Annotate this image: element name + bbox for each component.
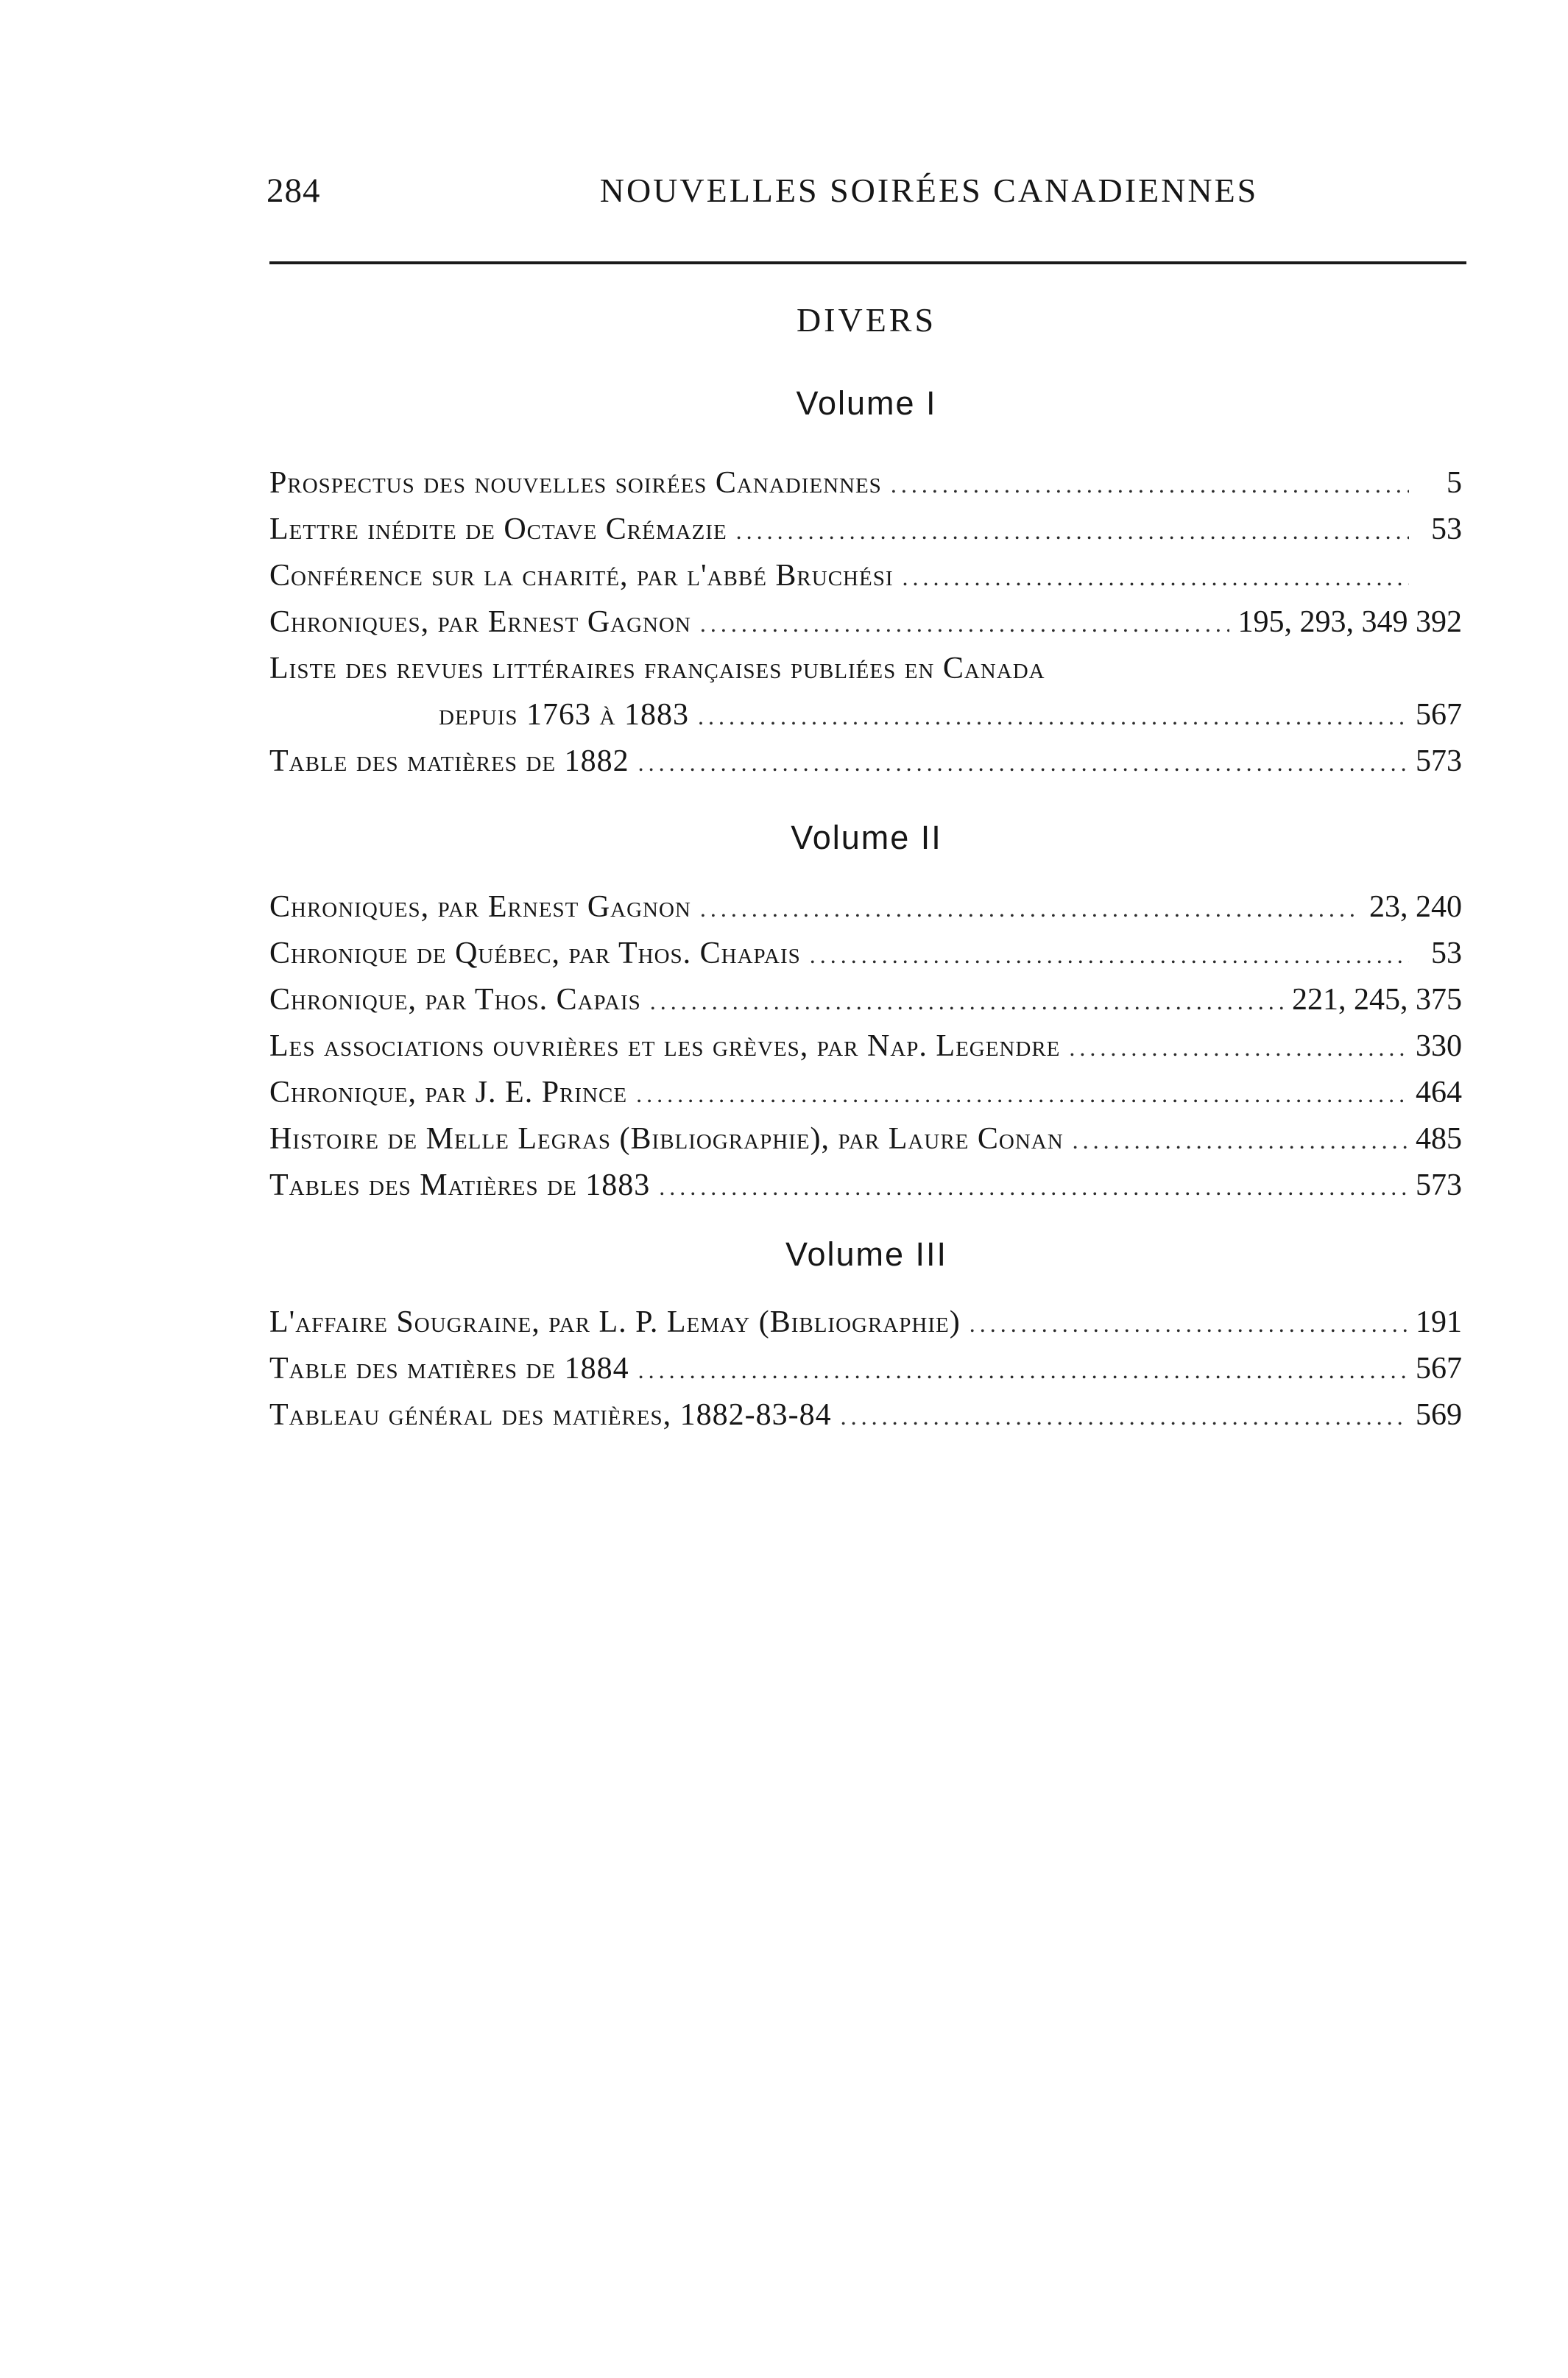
dot-leader <box>891 471 1409 498</box>
toc-entry <box>269 558 1462 604</box>
toc-entry <box>269 697 1462 744</box>
toc-entry <box>269 604 1462 651</box>
entry-title: depuis 1763 à 1883 <box>439 698 689 732</box>
dot-leader <box>650 988 1283 1015</box>
toc-entry <box>269 512 1462 558</box>
entry-title: L'affaire Sougraine, par L. P. Lemay (Bibliographie) <box>269 1305 961 1339</box>
toc-entry <box>269 744 1462 790</box>
entry-pages: 573 <box>1416 744 1462 778</box>
entry-pages: 569 <box>1416 1398 1462 1432</box>
toc-entry <box>269 1305 1462 1351</box>
volume-entries <box>269 1305 1462 1444</box>
toc-entry <box>269 1351 1462 1397</box>
volume-entries <box>269 889 1462 1214</box>
entry-title: Liste des revues littéraires françaises publiées en Canada <box>269 652 1045 685</box>
entry-title: Table des matières de 1882 <box>269 744 629 778</box>
toc-entry <box>269 982 1462 1029</box>
toc-entry <box>269 1168 1462 1214</box>
page-number: 284 <box>266 172 321 210</box>
entry-title: Chronique, par J. E. Prince <box>269 1076 628 1109</box>
toc-entry <box>269 1121 1462 1168</box>
entry-pages: 53 <box>1431 936 1462 970</box>
toc-entry <box>269 889 1462 936</box>
entry-pages: 567 <box>1416 1352 1462 1386</box>
entry-title: Les associations ouvrières et les grèves, par Nap. Legendre <box>269 1029 1061 1063</box>
toc-entry <box>269 1075 1462 1121</box>
entry-title: Tables des Matières de 1883 <box>269 1168 651 1202</box>
entry-pages: 330 <box>1416 1029 1462 1063</box>
toc-entry <box>269 1397 1462 1444</box>
volume-heading: Volume II <box>791 819 942 856</box>
dot-leader <box>903 564 1410 591</box>
dot-leader <box>698 703 1407 730</box>
entry-title: Chronique de Québec, par Thos. Chapais <box>269 936 801 970</box>
toc-entry <box>269 465 1462 512</box>
running-title: NOUVELLES SOIRÉES CANADIENNES <box>599 172 1259 209</box>
entry-title: Chroniques, par Ernest Gagnon <box>269 890 691 924</box>
entry-pages: 485 <box>1416 1122 1462 1156</box>
dot-leader <box>659 1174 1407 1201</box>
toc-entry <box>269 936 1462 982</box>
toc-entry <box>269 1029 1462 1075</box>
entry-pages: 464 <box>1416 1076 1462 1109</box>
entry-pages: 5 <box>1447 466 1462 500</box>
dot-leader <box>638 749 1407 777</box>
entry-title: Histoire de Melle Legras (Bibliographie), par Laure Conan <box>269 1122 1064 1156</box>
volume-entries <box>269 465 1462 790</box>
entry-pages: 573 <box>1416 1168 1462 1202</box>
dot-leader <box>841 1403 1407 1430</box>
entry-pages: 567 <box>1416 698 1462 732</box>
dot-leader <box>810 942 1409 969</box>
entry-title: Chroniques, par Ernest Gagnon <box>269 605 691 639</box>
toc-entry <box>269 651 1462 697</box>
entry-pages: 191 <box>1416 1305 1462 1339</box>
dot-leader <box>970 1310 1407 1338</box>
entry-pages: 221, 245, 375 <box>1292 983 1462 1017</box>
volume-heading: Volume I <box>796 384 937 422</box>
entry-title: Conférence sur la charité, par l'abbé Bruchési <box>269 559 894 593</box>
entry-pages: 195, 293, 349 392 <box>1237 605 1462 639</box>
dot-leader <box>700 610 1229 638</box>
page-header <box>266 171 1466 237</box>
entry-pages: 53 <box>1431 512 1462 546</box>
entry-title: Tableau général des matières, 1882-83-84 <box>269 1398 832 1432</box>
header-rule <box>269 261 1466 264</box>
section-title: DIVERS <box>796 301 937 339</box>
dot-leader <box>736 518 1409 545</box>
entry-pages: 23, 240 <box>1369 890 1462 924</box>
dot-leader <box>1073 1127 1407 1154</box>
entry-title: Lettre inédite de Octave Crémazie <box>269 512 727 546</box>
dot-leader <box>1069 1034 1407 1062</box>
dot-leader <box>636 1081 1407 1108</box>
dot-leader <box>700 895 1360 922</box>
volume-heading: Volume III <box>785 1235 948 1273</box>
entry-title: Prospectus des nouvelles soirées Canadiennes <box>269 466 882 500</box>
dot-leader <box>638 1357 1407 1384</box>
entry-title: Chronique, par Thos. Capais <box>269 983 641 1017</box>
entry-title: Table des matières de 1884 <box>269 1352 629 1386</box>
